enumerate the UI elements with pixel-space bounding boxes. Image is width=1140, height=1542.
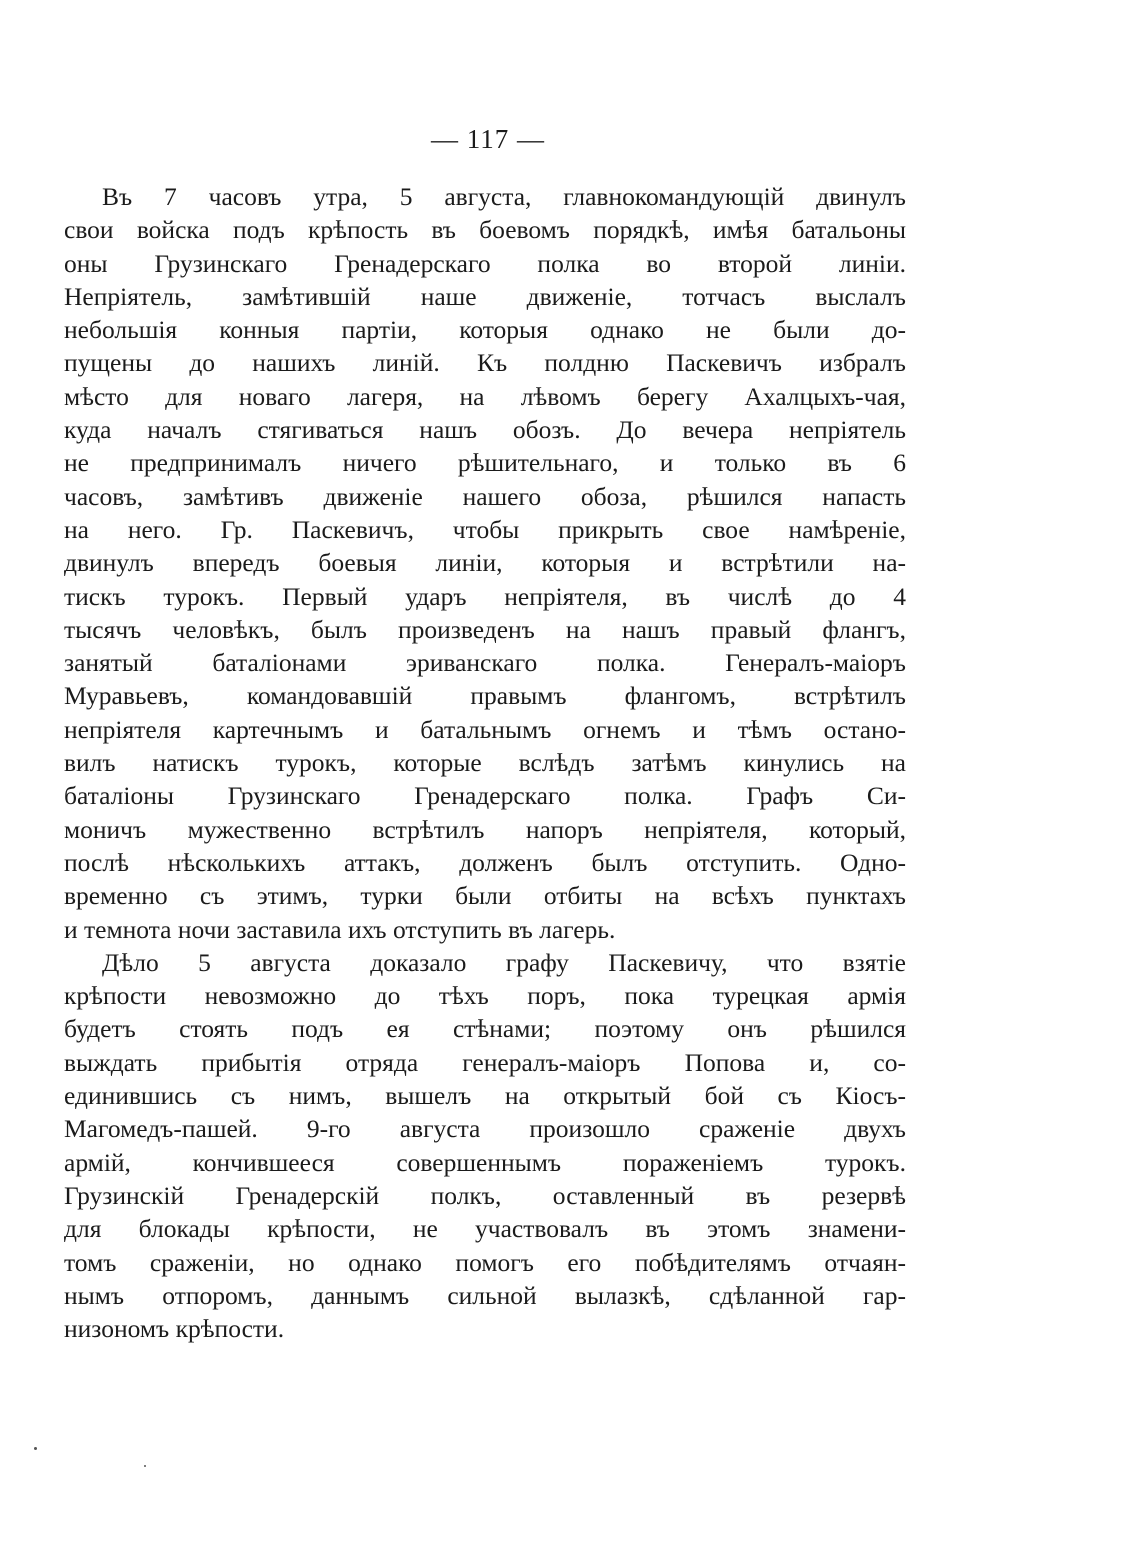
text-line: для блокады крѣпости, не участвовалъ въ этомъ знамени-: [64, 1214, 906, 1244]
text-line: нымъ отпоромъ, даннымъ сильной вылазкѣ, сдѣланной гар-: [64, 1280, 906, 1310]
text-line: оны Грузинскаго Гренадерскаго полка во второй линіи.: [64, 248, 906, 278]
text-line: Муравьевъ, командовавшій правымъ флангомъ, встрѣтилъ: [64, 681, 906, 711]
text-line: крѣпости невозможно до тѣхъ поръ, пока турецкая армія: [64, 981, 906, 1011]
text-line: Грузинскій Гренадерскій полкъ, оставленный въ резервѣ: [64, 1180, 906, 1210]
text-line: тискъ турокъ. Первый ударъ непріятеля, въ числѣ до 4: [64, 581, 906, 611]
text-line: выждать прибытія отряда генералъ-маіоръ Попова и, со-: [64, 1047, 906, 1077]
text-line: моничъ мужественно встрѣтилъ напоръ непріятеля, который,: [64, 814, 906, 844]
text-line: будетъ стоять подъ ея стѣнами; поэтому онъ рѣшился: [64, 1014, 906, 1044]
text-line: мѣсто для новаго лагеря, на лѣвомъ берегу Ахалцыхъ-чая,: [64, 381, 906, 411]
text-line: единившись съ нимъ, вышелъ на открытый бой съ Кіосъ-: [64, 1081, 906, 1111]
text-line: непріятеля картечнымъ и батальнымъ огнемъ и тѣмъ остано-: [64, 714, 906, 744]
text-line: куда началъ стягиваться нашъ обозъ. До вечера непріятель: [64, 415, 906, 445]
text-line: не предпринималъ ничего рѣшительнаго, и только въ 6: [64, 448, 906, 478]
scan-speck: [34, 1447, 37, 1450]
text-line: часовъ, замѣтивъ движеніе нашего обоза, рѣшился напасть: [64, 481, 906, 511]
text-line: пущены до нашихъ линій. Къ полдню Паскевичъ избралъ: [64, 348, 906, 378]
text-line: низономъ крѣпости.: [64, 1314, 285, 1344]
text-line: баталіоны Грузинскаго Гренадерскаго полка. Графъ Си-: [64, 781, 906, 811]
text-line: армій, кончившееся совершеннымъ пораженіемъ турокъ.: [64, 1147, 906, 1177]
text-line: Магомедъ-пашей. 9-го августа произошло сраженіе двухъ: [64, 1114, 906, 1144]
text-line: томъ сраженіи, но однако помогъ его побѣдителямъ отчаян-: [64, 1247, 906, 1277]
page-number: — 117 —: [431, 124, 545, 154]
text-line: свои войска подъ крѣпость въ боевомъ порядкѣ, имѣя батальоны: [64, 215, 906, 245]
text-line: двинулъ впередъ боевыя линіи, которыя и встрѣтили на-: [64, 548, 906, 578]
paragraph-1: [64, 180, 906, 946]
text-line: и темнота ночи заставила ихъ отступить въ лагерь.: [64, 914, 616, 944]
text-line: небольшія конныя партіи, которыя однако не были до-: [64, 315, 906, 345]
text-line: на него. Гр. Паскевичъ, чтобы прикрыть свое намѣреніе,: [64, 514, 906, 544]
body-text: [64, 180, 906, 1345]
text-line: занятый баталіонами эриванскаго полка. Генералъ-маіоръ: [64, 648, 906, 678]
text-line: Непріятель, замѣтившій наше движеніе, тотчасъ выслалъ: [64, 281, 906, 311]
text-line: послѣ нѣсколькихъ аттакъ, долженъ былъ отступить. Одно-: [64, 847, 906, 877]
text-line: временно съ этимъ, турки были отбиты на всѣхъ пунктахъ: [64, 881, 906, 911]
text-line: Дѣло 5 августа доказало графу Паскевичу, что взятіе: [102, 947, 906, 977]
text-line: вилъ натискъ турокъ, которые вслѣдъ затѣмъ кинулись на: [64, 748, 906, 778]
scan-speck: [144, 1465, 146, 1467]
paragraph-2: [64, 946, 906, 1346]
text-line: Въ 7 часовъ утра, 5 августа, главнокомандующій двинулъ: [102, 182, 906, 211]
text-line: тысячъ человѣкъ, былъ произведенъ на нашъ правый флангъ,: [64, 614, 906, 644]
